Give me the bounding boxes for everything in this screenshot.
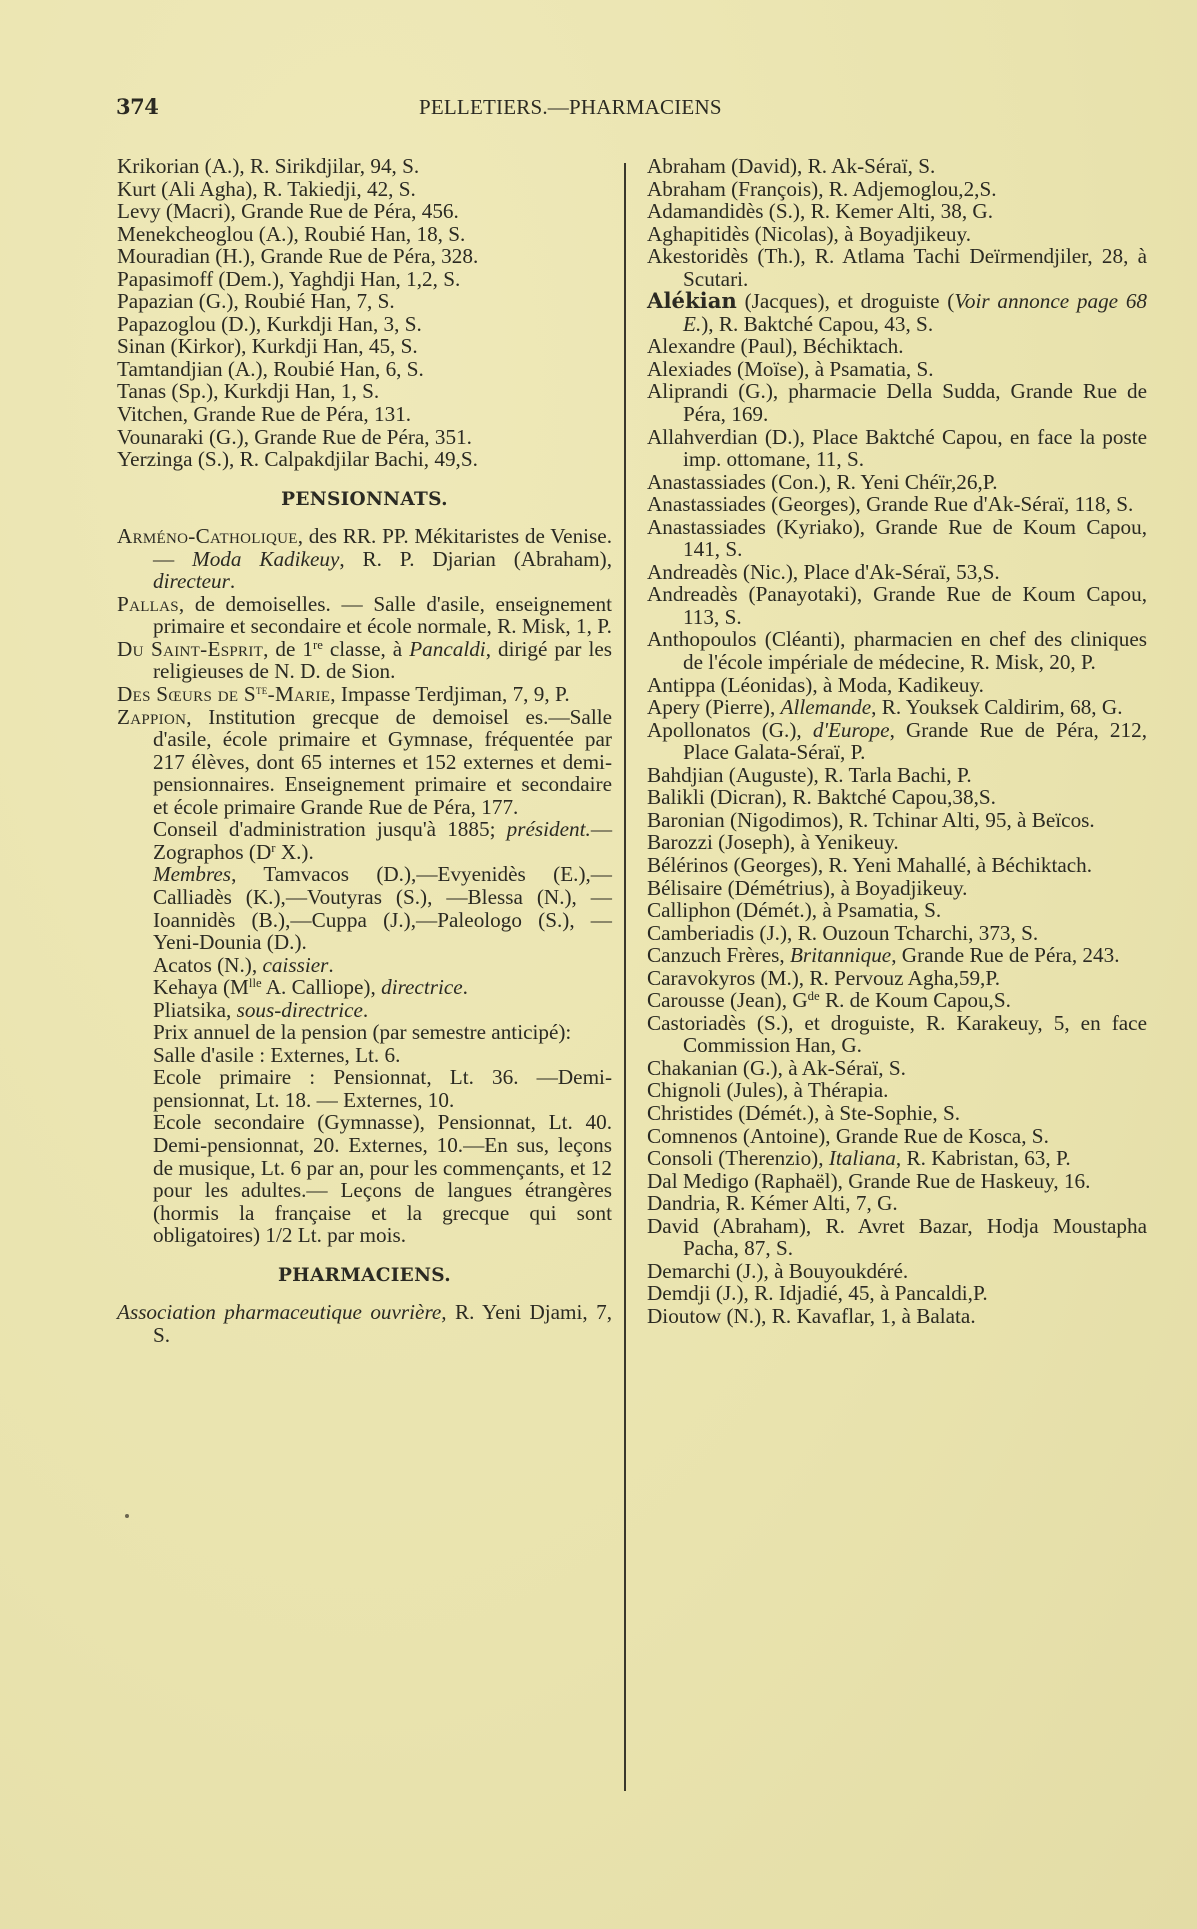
list-item [647,290,1147,335]
zappion-ecole-primaire: Ecole primaire : Pensionnat, Lt. 36. —Demi-pensionnat, Lt. 18. — Externes, 10. [153,1065,612,1112]
list-item [647,155,1147,178]
entry-text: Andreadès (Nic.), Place d'Ak-Séraï, 53,S. [647,559,1000,584]
association-name: Association pharmaceutique ouvrière, [117,1300,447,1325]
entry-text: . [229,569,236,594]
list-item [647,358,1147,381]
directrice-role: directrice [381,975,463,1000]
entry-name: -Marie [267,682,331,707]
page-number: 374 [116,94,159,119]
list-item [647,223,1147,246]
entry-text: classe, à [322,636,410,661]
president-label: président. [506,817,591,842]
list-item: Menekcheoglou (A.), Roubié Han, 18, S. [117,221,466,246]
entry-text: Bélérinos (Georges), R. Yeni Mahallé, à Béchiktach. [647,852,1093,877]
entry-text: Bahdjian (Auguste), R. Tarla Bachi, P. [647,762,972,787]
list-item: Yerzinga (S.), R. Calpakdjilar Bachi, 49,S. [117,447,478,472]
list-item [647,1260,1147,1283]
entry-text: Demarchi (J.), à Bouyoukdéré. [647,1258,909,1283]
list-item [647,1012,1147,1057]
list-item [647,1192,1147,1215]
membres-text: , Tamvacos (D.),—Evyenidès (E.),—Calliadès (K.),—Voutyras (S.), —Blessa (N.), —Ioannidès (B.),—Cuppa (J.),—Paleologo (S.), — Yeni-Dounia (D.). [153,862,612,955]
entry-armeno-catholique [117,525,612,593]
entry-italic-location: Moda Kadikeuy [192,546,340,571]
entry-text: , R. Youksek Caldirim, 68, G. [871,695,1123,720]
list-item: Kurt (Ali Agha), R. Takiedji, 42, S. [117,176,416,201]
entry-text: , Institution grecque de demoisel es.—Salle d'asile, école primaire et Gymnase, fréquentée par 217 élèves, dont 65 internes et 152 externes et demi-pensionnaires. Enseignement primaire et secondaire et école primaire Grande Rue de Péra, 177. [153,704,612,819]
list-item [647,583,1147,628]
entry-italic: Italiana [828,1146,896,1171]
entry-text: Aghapitidès (Nicolas), à Boyadjikeuy. [647,221,972,246]
list-item [647,719,1147,764]
entry-text: Anastassiades (Kyriako), Grande Rue de Koum Capou, 141, S. [647,514,1147,562]
president-text: X.). [275,839,314,864]
list-item [647,516,1147,561]
list-item [647,1057,1147,1080]
entry-text: Andreadès (Panayotaki), Grande Rue de Koum Capou, 113, S. [647,582,1147,629]
entry-text: , dirigé par les religieuses de N. D. de Sion. [153,636,612,684]
list-item: Papazoglou (D.), Kurkdji Han, 3, S. [117,311,422,336]
superscript: te [255,683,268,698]
directrice-name: Kehaya (M [153,975,249,1000]
entry-text: Dioutow (N.), R. Kavaflar, 1, à Balata. [647,1303,976,1328]
list-item [647,877,1147,900]
entry-saint-esprit [117,638,612,683]
directrice-name: A. Calliope), [261,975,382,1000]
list-item: Tamtandjian (A.), Roubié Han, 6, S. [117,356,424,381]
list-item [647,471,1147,494]
entry-text: ), R. Baktché Capou, 43, S. [701,311,934,336]
president-text: —Zographos (D [153,817,613,864]
list-item [647,561,1147,584]
list-item: Vitchen, Grande Rue de Péra, 131. [117,402,412,427]
entry-name-bold: Alékian [647,288,737,314]
list-item [647,380,1147,425]
entry-text: , de demoiselles. — Salle d'asile, enseignement primaire et secondaire et école normale, R. Misk, 1, P. [153,591,612,639]
entry-text: Castoriadès (S.), et droguiste, R. Karakeuy, 5, en face Commission Han, G. [647,1010,1147,1058]
list-item [647,493,1147,516]
entry-text: , Impasse Terdjiman, 7, 9, P. [330,682,570,707]
right-column [647,155,1147,1327]
list-item: Sinan (Kirkor), Kurkdji Han, 45, S. [117,334,418,359]
entry-text: Abraham (David), R. Ak-Séraï, S. [647,154,936,178]
list-item [647,696,1147,719]
zappion-conseil [117,818,612,863]
entry-italic: Allemande [780,695,872,720]
entry-text: Bélisaire (Démétrius), à Boyadjikeuy. [647,875,968,900]
entry-text: , Grande Rue de Péra, 243. [891,943,1120,968]
pelletiers-list [117,155,612,471]
entry-text: Demdji (J.), R. Idjadié, 45, à Pancaldi,P. [647,1281,988,1306]
section-title-pensionnats: PENSIONNATS. [281,488,448,510]
list-item [647,786,1147,809]
entry-name: Pallas [117,591,179,616]
zappion-prix: Prix annuel de la pension (par semestre anticipé): [153,1020,572,1045]
entry-text: Aliprandi (G.), pharmacie Della Sudda, Grande Rue de Péra, 169. [647,379,1147,427]
entry-text: Anastassiades (Georges), Grande Rue d'Ak-Séraï, 118, S. [647,492,1134,517]
zappion-salle-asile: Salle d'asile : Externes, Lt. 6. [153,1042,401,1067]
entry-text: , de 1 [263,636,313,661]
entry-text: Anastassiades (Con.), R. Yeni Chéïr,26,P. [647,469,998,494]
caissier-role: caissier [262,952,329,977]
entry-italic-location: Pancaldi [409,636,486,661]
list-item [647,1215,1147,1260]
list-item [647,944,1147,967]
pharmaciens-list [647,155,1147,1327]
list-item: Tanas (Sp.), Kurkdji Han, 1, S. [117,379,380,404]
entry-name: Arméno-Catholique [117,524,298,549]
conseil-text: Conseil d'administration jusqu'à 1885; [153,817,496,842]
entry-name: Des Sœurs de S [117,682,256,707]
list-item [647,764,1147,787]
list-item [647,1102,1147,1125]
list-item [647,1125,1147,1148]
entry-text: R. de Koum Capou,S. [819,988,1011,1013]
entry-text: Barozzi (Joseph), à Yenikeuy. [647,830,899,855]
entry-text: Canzuch Frères, [647,943,790,968]
entry-text: Dal Medigo (Raphaël), Grande Rue de Haskeuy, 16. [647,1168,1091,1193]
list-item [647,1170,1147,1193]
sous-directrice-role: sous-directrice [236,997,363,1022]
membres-label: Membres [153,862,232,887]
list-item [647,899,1147,922]
list-item: Mouradian (H.), Grande Rue de Péra, 328. [117,244,479,269]
entry-text: Comnenos (Antoine), Grande Rue de Kosca, S. [647,1123,1049,1148]
entry-text: Abraham (François), R. Adjemoglou,2,S. [647,176,997,201]
superscript: re [313,637,323,652]
list-item [647,200,1147,223]
entry-text: Allahverdian (D.), Place Baktché Capou, en face la poste imp. ottomane, 11, S. [647,424,1147,472]
entry-text: Calliphon (Démét.), à Psamatia, S. [647,898,942,923]
entry-text: Adamandidès (S.), R. Kemer Alti, 38, G. [647,199,994,224]
entry-text: Carousse (Jean), G [647,988,808,1013]
list-item [647,674,1147,697]
superscript: r [271,840,276,855]
zappion-sous-directrice: Pliatsika, sous-directrice. [153,997,369,1022]
list-item [647,178,1147,201]
entry-text: Apery (Pierre), [647,695,781,720]
entry-name: Zappion [117,704,187,729]
entry-text: Chakanian (G.), à Ak-Séraï, S. [647,1055,906,1080]
entry-text: (Jacques), et droguiste ( [736,289,955,314]
list-item [647,245,1147,290]
column-divider [624,163,626,1791]
entry-zappion [117,706,612,819]
entry-soeurs-ste-marie [117,683,612,706]
list-item [647,335,1147,358]
entry-name: Du Saint-Esprit [117,636,264,661]
list-item [647,628,1147,673]
entry-italic: Voir annonce page 68 E. [683,289,1148,336]
entry-text: , Grande Rue de Péra, 212, Place Galata-Séraï, P. [683,717,1147,765]
list-item [647,831,1147,854]
entry-text: Consoli (Therenzio), [647,1146,829,1171]
list-item [647,854,1147,877]
entry-text: Akestoridès (Th.), R. Atlama Tachi Deïrmendjiler, 28, à Scutari. [647,244,1147,291]
list-item: Levy (Macri), Grande Rue de Péra, 456. [117,199,459,224]
section-title-pharmaciens: PHARMACIENS. [277,1264,452,1286]
list-item [647,989,1147,1012]
entry-italic: d'Europe [812,717,890,742]
running-head: PELLETIERS.—PHARMACIENS [419,95,722,119]
zappion-caissier: Acatos (N.), caissier. [153,952,334,977]
entry-association-pharmaceutique [117,1301,612,1346]
zappion-ecole-secondaire: Ecole secondaire (Gymnasse), Pensionnat, Lt. 40. Demi-pensionnat, 20. Externes, 10.—En sus, leçons de musique, Lt. 6 par an, pour les commençants, et 12 pour les adultes.— Leçons de langues étrangères (hormis la française et la grecque qui sont obligatoires) 1/2 Lt. par mois. [153,1110,612,1248]
list-item [647,809,1147,832]
list-item [647,1079,1147,1102]
entry-text: Christides (Démét.), à Ste-Sophie, S. [647,1100,961,1125]
list-item [647,426,1147,471]
entry-text: David (Abraham), R. Avret Bazar, Hodja Moustapha Pacha, 87, S. [647,1213,1147,1261]
zappion-directrice: Kehaya ($M^{lle}$ A. Calliope), directrice. [153,975,468,1000]
caissier-name: Acatos (N.), [153,952,263,977]
left-column [117,155,612,1346]
entry-text: Apollonatos (G.), [647,717,813,742]
entry-text: Balikli (Dicran), R. Baktché Capou,38,S. [647,785,996,810]
entry-italic-role: directeur [153,569,230,594]
entry-text: Caravokyros (M.), R. Pervouz Agha,59,P. [647,965,1001,990]
superscript: de [807,989,820,1004]
list-item: Krikorian (A.), R. Sirikdjilar, 94, S. [117,154,420,178]
entry-text: Baronian (Nigodimos), R. Tchinar Alti, 95, à Beïcos. [647,807,1095,832]
entry-text: Anthopoulos (Cléanti), pharmacien en chef des cliniques de l'école impériale de médecine, R. Misk, 20, P. [647,627,1147,675]
entry-pallas [117,593,612,638]
entry-text: Alexiades (Moïse), à Psamatia, S. [647,356,934,381]
sous-directrice-name: Pliatsika, [153,997,237,1022]
entry-text: Chignoli (Jules), à Thérapia. [647,1078,889,1103]
list-item [647,1282,1147,1305]
entry-text: Alexandre (Paul), Béchiktach. [647,334,904,359]
list-item: Papasimoff (Dem.), Yaghdji Han, 1,2, S. [117,266,461,291]
ink-speck [125,1514,129,1518]
entry-text: Antippa (Léonidas), à Moda, Kadikeuy. [647,672,984,697]
list-item: Papazian (G.), Roubié Han, 7, S. [117,289,395,314]
list-item [647,1305,1147,1328]
entry-text: , des RR. PP. Mékitaristes de Venise. — [153,524,612,571]
entry-text: Dandria, R. Kémer Alti, 7, G. [647,1191,898,1216]
list-item [647,922,1147,945]
list-item [647,1147,1147,1170]
zappion-membres [117,863,612,953]
list-item [647,967,1147,990]
entry-text: Camberiadis (J.), R. Ouzoun Tcharchi, 373, S. [647,920,1039,945]
entry-italic: Britannique [789,943,892,968]
entry-text: , R. Kabristan, 63, P. [895,1146,1071,1171]
list-item: Vounaraki (G.), Grande Rue de Péra, 351. [117,424,472,449]
association-address: R. Yeni Djami, 7, S. [153,1300,612,1347]
superscript: lle [248,976,262,991]
entry-text: , R. P. Djarian (Abraham), [339,546,612,571]
